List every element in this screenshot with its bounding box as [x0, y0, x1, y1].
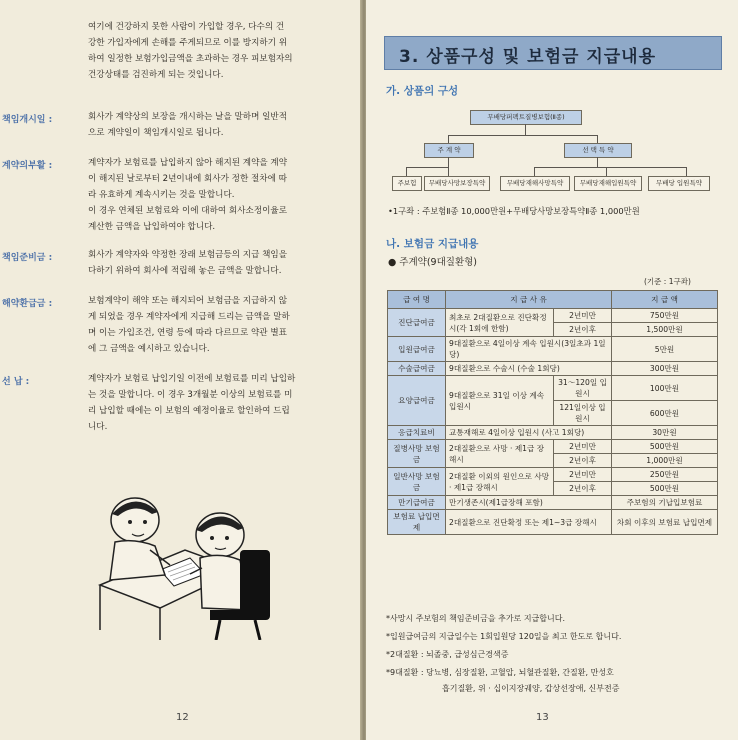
period-cell: 2년미만 [554, 309, 612, 323]
amount-cell: 1,500만원 [612, 323, 718, 337]
category-cell: 응급치료비 [388, 426, 446, 440]
diagram-connector [597, 157, 598, 167]
section-title-banner [384, 36, 722, 70]
reason-cell: 9대질환으로 4일이상 계속 입원시(3일초과 1일당) [446, 337, 612, 362]
diagram-leaf-box: 무배당 입원특약 [648, 176, 710, 191]
term-text: 계약자가 보험료를 납입하지 않아 해지된 계약을 계약 [88, 158, 288, 168]
reason-cell: 2대질환 이외의 원인으로 사망 · 제1급 장해시 [446, 468, 554, 496]
main-contract-heading: ● 주계약(9대질환형) [388, 257, 478, 268]
term-label-reserve: 책임준비금 : [2, 253, 53, 263]
diagram-leaf-box: 주보험 [392, 176, 422, 191]
term-text: 이 해지된 날로부터 2년이내에 회사가 정한 절차에 따 [88, 174, 287, 184]
category-cell: 질병사망 보험금 [388, 440, 446, 468]
term-text: 회사가 계약상의 보장을 개시하는 날을 말하며 일반적 [88, 112, 288, 122]
category-cell: 진단급여금 [388, 309, 446, 337]
reason-cell: 최초로 2대질환으로 진단확정시(각 1회에 한함) [446, 309, 554, 337]
intro-line: 하여 일정한 보험가입금액을 초과하는 경우 피보험자의 [88, 54, 293, 64]
amount-cell: 5만원 [612, 337, 718, 362]
amount-cell: 500만원 [612, 440, 718, 454]
term-text: 니다. [88, 422, 108, 432]
basis-note: (기준 : 1구좌) [644, 277, 691, 286]
category-cell: 보험료 납입면제 [388, 510, 446, 535]
category-cell: 입원급여금 [388, 337, 446, 362]
diagram-connector [406, 167, 407, 176]
amount-cell: 30만원 [612, 426, 718, 440]
page-title: 3. 상품구성 및 보험금 지급내용 [399, 47, 657, 67]
period-cell: 121일이상 입원시 [554, 401, 612, 426]
diagram-connector [606, 167, 607, 176]
term-label-prepay: 선 납 : [2, 377, 30, 387]
header-cell: 지 급 사 유 [446, 291, 612, 309]
period-cell: 2년이후 [554, 482, 612, 496]
amount-cell: 1,000만원 [612, 454, 718, 468]
reason-cell: 교통재해로 4일이상 입원시 (사고 1회당) [446, 426, 612, 440]
reason-cell: 2대질환으로 진단확정 또는 제1~3급 장해시 [446, 510, 612, 535]
term-text: 보험계약이 해약 또는 해지되어 보험금을 지급하지 않 [88, 296, 288, 306]
table-row [388, 510, 718, 535]
footnote: *입원급여금의 지급일수는 1회입원당 120일을 최고 한도로 합니다. [386, 632, 622, 641]
term-text: 으로 계약일이 책임개시일로 됩니다. [88, 128, 224, 138]
header-cell: 급 여 명 [388, 291, 446, 309]
term-text: 다하기 위하여 회사에 적립해 놓은 금액을 말합니다. [88, 266, 282, 276]
footnote: *사망시 주보험의 책임준비금을 추가로 지급합니다. [386, 614, 566, 623]
term-text: 는 것을 말합니다. 이 경우 3개월분 이상의 보험료를 미 [88, 390, 293, 400]
footnote: *9대질환 : 당뇨병, 심장질환, 고혈압, 뇌혈관질환, 간질환, 만성호 [386, 668, 614, 677]
reason-cell: 9대질환으로 수술시 (수술 1회당) [446, 362, 612, 376]
example-line: •1구좌 : 주보험Ⅱ종 10,000만원+무배당사망보장특약Ⅱ종 1,000만원 [388, 206, 640, 216]
reason-cell: 2대질환으로 사망 · 제1급 장해시 [446, 440, 554, 468]
page-number-right: 13 [536, 712, 549, 723]
period-cell: 2년이후 [554, 454, 612, 468]
amount-cell: 250만원 [612, 468, 718, 482]
amount-cell: 600만원 [612, 401, 718, 426]
term-text: 회사가 계약자와 약정한 장래 보험금등의 지급 책임을 [88, 250, 288, 260]
term-text: 리 납입할 때에는 이 보험의 예정이율로 할인하여 드립 [88, 406, 290, 416]
amount-cell: 100만원 [612, 376, 718, 401]
term-label-start-date: 책임개시일 : [2, 115, 53, 125]
section-b-heading: 나. 보험금 지급내용 [386, 238, 479, 250]
diagram-connector [448, 135, 598, 136]
diagram-rider-box: 선 택 특 약 [564, 143, 632, 158]
intro-line: 강한 가입자에게 손해를 주게되므로 이를 방지하기 위 [88, 38, 288, 48]
amount-cell: 300만원 [612, 362, 718, 376]
category-cell: 수술급여금 [388, 362, 446, 376]
intro-line: 여기에 건강하지 못한 사람이 가입할 경우, 다수의 건 [88, 22, 285, 32]
diagram-connector [534, 167, 535, 176]
table-row [388, 337, 718, 362]
intro-line: 건강상태를 검진하게 되는 것입니다. [88, 70, 224, 80]
diagram-leaf-box: 무배당사망보장특약 [424, 176, 490, 191]
footnote: *2대질환 : 뇌졸중, 급성심근경색증 [386, 650, 509, 659]
cartoon-illustration [90, 490, 290, 640]
term-text: 계약자가 보험료 납입기일 이전에 보험료를 미리 납입하 [88, 374, 296, 384]
term-text: 이 경우 연체된 보험료와 이에 대하여 회사소정이율로 [88, 206, 288, 216]
diagram-connector [597, 135, 598, 143]
term-text: 에 그 금액을 예시하고 있습니다. [88, 344, 210, 354]
term-text: 계산한 금액을 납입하여야 합니다. [88, 222, 216, 232]
diagram-connector [686, 167, 687, 176]
table-row [388, 440, 718, 454]
diagram-leaf-box: 무배당재해사망특약 [500, 176, 570, 191]
table-row [388, 496, 718, 510]
term-label-revival: 계약의부활 : [2, 161, 53, 171]
reason-cell: 9대질환으로 31일 이상 계속 입원시 [446, 376, 554, 426]
term-text: 며 이는 가입조건, 연령 등에 따라 다르므로 약관 별표 [88, 328, 287, 338]
table-row [388, 376, 718, 401]
table-row [388, 309, 718, 323]
term-text: 게 되었을 경우 계약자에게 지급해 드리는 금액을 말하 [88, 312, 290, 322]
right-page [366, 0, 738, 740]
term-label-surrender: 해약환급금 : [2, 299, 53, 309]
diagram-connector [525, 124, 526, 135]
period-cell: 2년이후 [554, 323, 612, 337]
amount-cell: 750만원 [612, 309, 718, 323]
page-number-left: 12 [176, 712, 189, 723]
diagram-connector [534, 167, 686, 168]
category-cell: 일반사망 보험금 [388, 468, 446, 496]
period-cell: 2년미만 [554, 440, 612, 454]
diagram-connector [448, 157, 449, 167]
amount-cell: 주보험의 기납입보험료 [612, 496, 718, 510]
section-a-heading: 가. 상품의 구성 [386, 85, 459, 97]
amount-cell: 500만원 [612, 482, 718, 496]
reason-cell: 만기생존시(제1급장해 포함) [446, 496, 612, 510]
diagram-connector [406, 167, 449, 168]
header-cell: 지 급 액 [612, 291, 718, 309]
category-cell: 만기급여금 [388, 496, 446, 510]
table-header-row [388, 291, 718, 309]
amount-cell: 차회 이후의 보험료 납입면제 [612, 510, 718, 535]
diagram-root-box: 무배당퍼펙트질병보험(Ⅱ종) [470, 110, 582, 125]
period-cell: 31～120일 입원시 [554, 376, 612, 401]
diagram-connector [448, 167, 449, 176]
term-text: 라 유효하게 계속시키는 것을 말합니다. [88, 190, 235, 200]
table-row [388, 426, 718, 440]
footnote: 흡기질환, 위 · 십이지장궤양, 갑상선장애, 신부전증 [442, 684, 620, 693]
table-row [388, 362, 718, 376]
period-cell: 2년미만 [554, 468, 612, 482]
benefit-table [387, 290, 718, 535]
diagram-connector [448, 135, 449, 143]
table-row [388, 468, 718, 482]
diagram-leaf-box: 무배당재해입원특약 [574, 176, 642, 191]
category-cell: 요양급여금 [388, 376, 446, 426]
diagram-main-box: 주 계 약 [424, 143, 474, 158]
left-page [0, 0, 362, 740]
